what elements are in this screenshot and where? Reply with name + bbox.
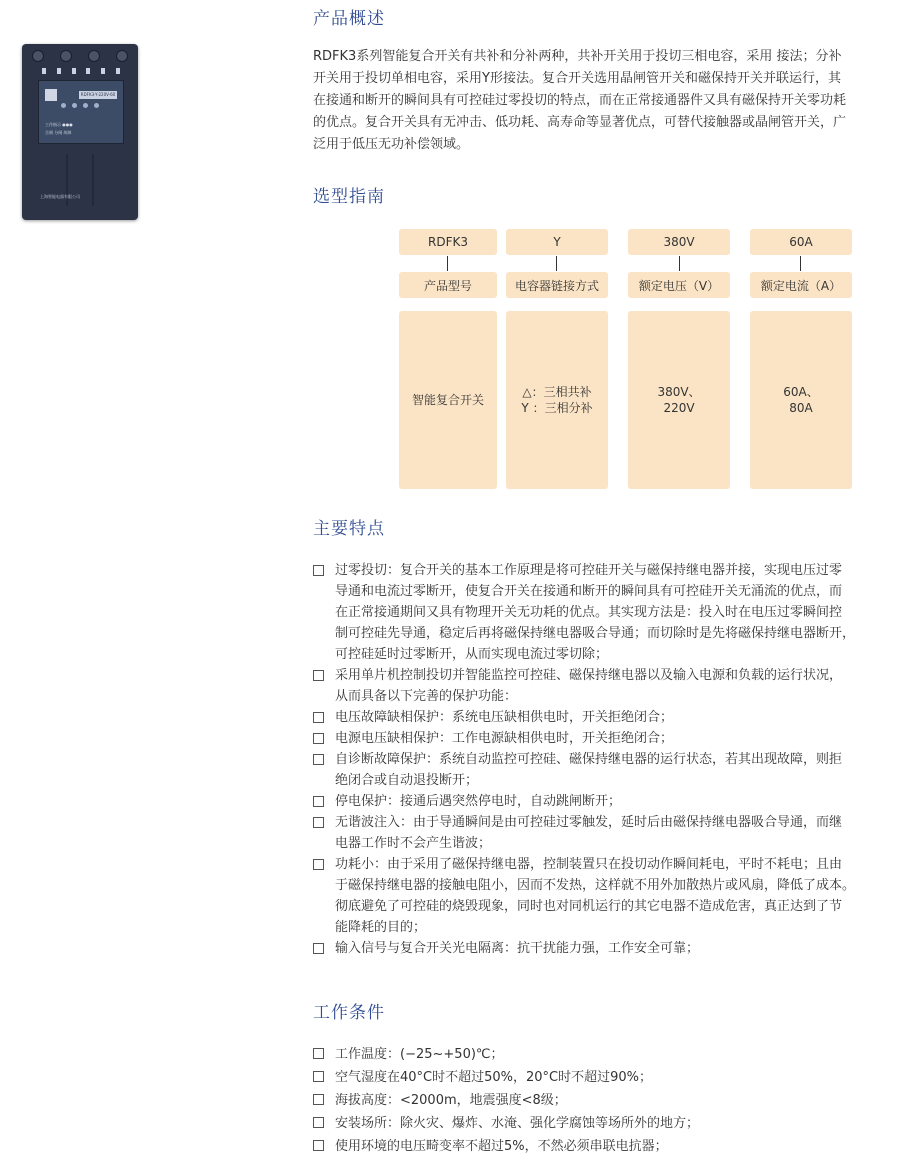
section-title-conditions: 工作条件 [313,1003,385,1023]
feature-item [313,791,913,812]
feature-item-text: 于磁保持继电器的接触电阻小，因而不发热，这样就不用外加散热片或风扇，降低了成本。 [335,878,856,893]
feature-item-text: 制可控硅先导通，稳定后再将磁保持继电器吸合导通；而切除时是先将磁保持继电器断开， [335,626,856,641]
condition-item [313,1135,913,1158]
checkbox-icon [313,817,324,828]
feature-item-text: 电压故障缺相保护：系统电压缺相供电时，开关拒绝闭合； [335,710,674,725]
detail-connection: △：三相共补 Y ：三相分补 [506,311,608,489]
checkbox-icon [313,754,324,765]
feature-item-text: 能降耗的目的； [335,920,427,935]
detail-model: 智能复合开关 [399,311,497,489]
control-panel [38,80,124,144]
feature-list [313,560,913,959]
code-model: RDFK3 [399,229,497,255]
feature-item-text: 在正常接通期间又具有物理开关无功耗的优点。其实现方法是：投入时在电压过零瞬间控 [335,605,843,620]
condition-list [313,1043,913,1158]
overview-line: 开关用于投切单相电容，采用Y形接法。复合开关选用晶闸管开关和磁保持开关并联运行，其 [313,71,841,86]
feature-item-text: 采用单片机控制投切并智能监控可控硅、磁保持继电器以及输入电源和负载的运行状况， [335,668,843,683]
detail-voltage: 380V、 220V [628,311,730,489]
terminal-screw [32,50,44,62]
overview-line: 泛用于低压无功补偿领域。 [313,137,470,152]
condition-item-text: 空气湿度在40°C时不超过50%，20°C时不超过90%； [335,1070,653,1085]
feature-item [313,728,913,749]
feature-item [313,938,913,959]
terminal-screw [88,50,100,62]
detail-current: 60A、 80A [750,311,852,489]
condition-item-text: 安装场所：除火灾、爆炸、水淹、强化学腐蚀等场所外的地方； [335,1116,700,1131]
checkbox-icon [313,796,324,807]
connector-line [679,256,680,271]
panel-label: 工作指示 ●●● 合闸 分闸 故障 [45,122,73,135]
feature-item-text: 无谐波注入：由于导通瞬间是由可控硅过零触发，延时后由磁保持继电器吸合导通，而继 [335,815,843,830]
indicator-leds [61,103,117,109]
connector-line [556,256,557,271]
connector-line [447,256,448,271]
terminal-screw [60,50,72,62]
code-current: 60A [750,229,852,255]
feature-item [313,854,913,938]
feature-item-text: 停电保护：接通后遇突然停电时，自动跳闸断开； [335,794,622,809]
condition-item-text: 使用环境的电压畸变率不超过5%，不然必须串联电抗器； [335,1139,668,1154]
brand-logo-icon [45,89,57,101]
label-model: 产品型号 [399,272,497,298]
condition-item [313,1089,913,1112]
feature-item-text: 可控硅延时过零断开，从而实现电流过零切除； [335,647,609,662]
overview-line: 在接通和断开的瞬间具有可控硅过零投切的特点，而在正常接通器件又具有磁保持开关零功耗 [313,93,847,108]
checkbox-icon [313,943,324,954]
feature-item-text: 绝闭合或自动退投断开； [335,773,479,788]
feature-item-text: 功耗小：由于采用了磁保持继电器，控制装置只在投切动作瞬间耗电，平时不耗电；且由 [335,857,843,872]
feature-item-text: 从而具备以下完善的保护功能： [335,689,518,704]
checkbox-icon [313,565,324,576]
feature-item-text: 过零投切：复合开关的基本工作原理是将可控硅开关与磁保持继电器并接，实现电压过零 [335,563,843,578]
model-plate: RDFK3-Y-220V-60 [80,92,116,97]
feature-item [313,749,913,791]
checkbox-icon [313,1094,324,1105]
label-connection: 电容器链接方式 [506,272,608,298]
condition-item [313,1043,913,1066]
feature-item-text: 电器工作时不会产生谐波； [335,836,492,851]
checkbox-icon [313,1071,324,1082]
feature-item [313,707,913,728]
feature-item [313,812,913,854]
overview-line: RDFK3系列智能复合开关有共补和分补两种，共补开关用于投切三相电容，采用 接法；分补 [313,49,842,64]
feature-item-text: 输入信号与复合开关光电隔离：抗干扰能力强，工作安全可靠； [335,941,700,956]
section-title-selection: 选型指南 [313,187,385,207]
label-current: 额定电流（A） [750,272,852,298]
checkbox-icon [313,1048,324,1059]
checkbox-icon [313,733,324,744]
terminal-markers [42,68,120,76]
feature-item [313,665,913,707]
condition-item-text: 工作温度：(−25~+50)℃； [335,1047,504,1062]
overview-paragraph [313,46,898,156]
feature-item-text: 彻底避免了可控硅的烧毁现象，同时也对同机运行的其它电器不造成危害，真正达到了节 [335,899,843,914]
label-voltage: 额定电压（V） [628,272,730,298]
checkbox-icon [313,859,324,870]
feature-item-text: 自诊断故障保护：系统自动监控可控硅、磁保持继电器的运行状态，若其出现故障，则拒 [335,752,843,767]
checkbox-icon [313,1140,324,1151]
connector-line [800,256,801,271]
checkbox-icon [313,670,324,681]
checkbox-icon [313,1117,324,1128]
feature-item-text: 电源电压缺相保护：工作电源缺相供电时，开关拒绝闭合； [335,731,674,746]
code-connection: Y [506,229,608,255]
condition-item-text: 海拔高度：<2000m，地震强度<8级； [335,1093,567,1108]
product-image [22,44,138,220]
overview-line: 的优点。复合开关具有无冲击、低功耗、高寿命等显著优点，可替代接触器或晶闸管开关，广 [313,115,847,130]
feature-item-text: 导通和电流过零断开，使复合开关在接通和断开的瞬间具有可控硅开关无涌流的优点，而 [335,584,843,599]
section-title-overview: 产品概述 [313,9,385,29]
section-title-features: 主要特点 [313,519,385,539]
feature-item [313,560,913,665]
checkbox-icon [313,712,324,723]
terminal-screw [116,50,128,62]
maker-label: 上海智能电器有限公司 [40,194,80,199]
condition-item [313,1112,913,1135]
code-voltage: 380V [628,229,730,255]
condition-item [313,1066,913,1089]
